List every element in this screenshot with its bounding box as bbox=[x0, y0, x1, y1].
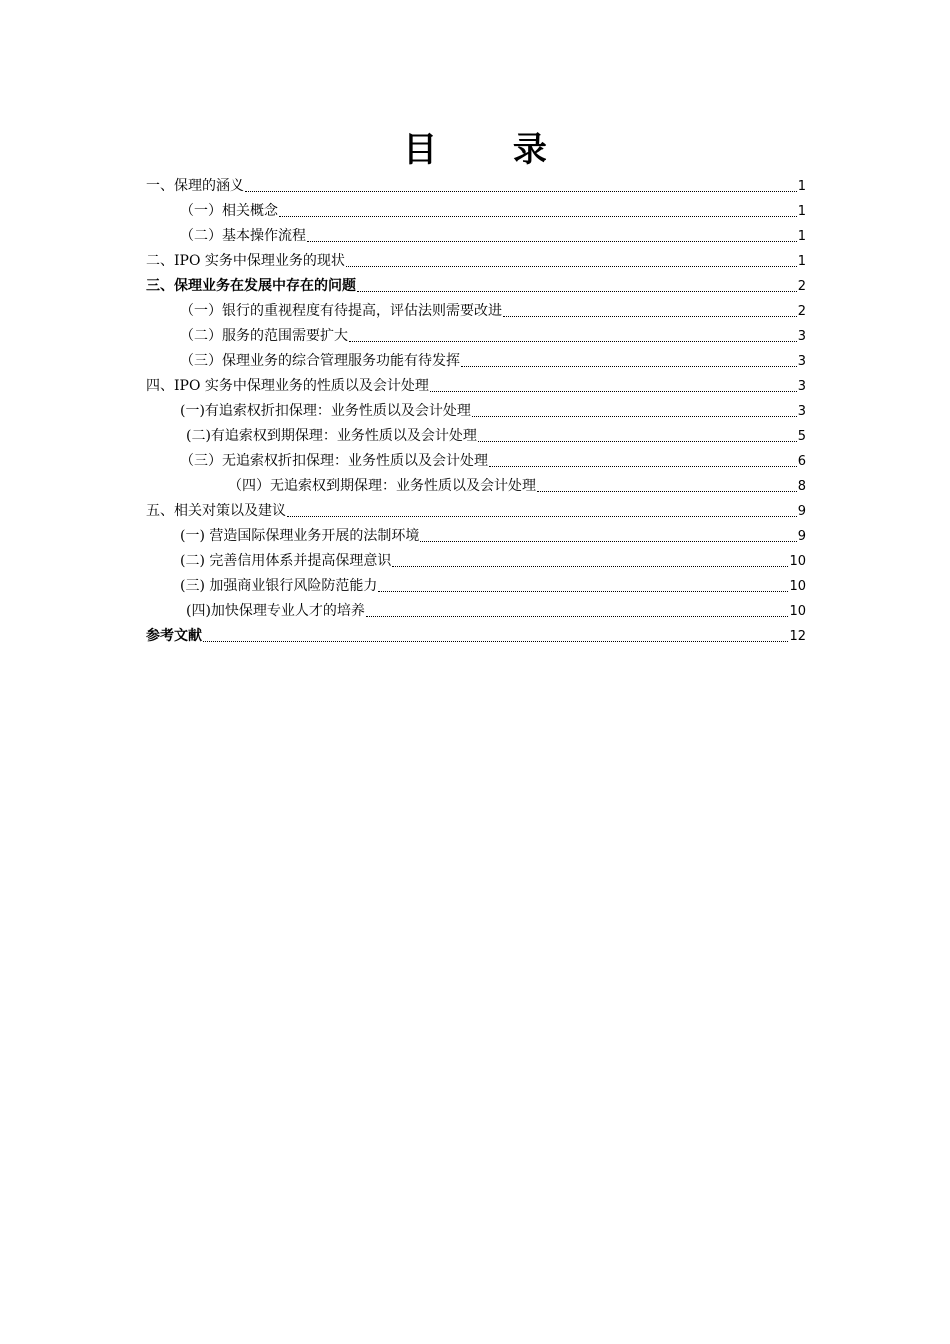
toc-entry-page-number: 3 bbox=[797, 329, 806, 344]
toc-entry[interactable] bbox=[146, 574, 806, 599]
toc-entry-page-number: 6 bbox=[797, 454, 806, 469]
toc-entry-label: （四）无追索权到期保理：业务性质以及会计处理 bbox=[228, 478, 536, 494]
toc-entry[interactable] bbox=[146, 474, 806, 499]
toc-entry-label: （二）服务的范围需要扩大 bbox=[180, 328, 348, 344]
toc-entry[interactable] bbox=[146, 199, 806, 224]
toc-entry-label: (一)有追索权折扣保理：业务性质以及会计处理 bbox=[180, 403, 471, 419]
toc-entry-page-number: 3 bbox=[797, 379, 806, 394]
dot-leader bbox=[489, 466, 797, 467]
toc-entry-label: （三）无追索权折扣保理：业务性质以及会计处理 bbox=[180, 453, 488, 469]
toc-entry-page-number: 10 bbox=[789, 579, 806, 594]
toc-entry-label: (一) 营造国际保理业务开展的法制环境 bbox=[180, 528, 420, 544]
toc-entry-page-number: 10 bbox=[789, 554, 806, 569]
toc-entry[interactable] bbox=[146, 299, 806, 324]
toc-entry-label: 参考文献 bbox=[146, 628, 202, 644]
dot-leader bbox=[537, 491, 797, 492]
dot-leader bbox=[245, 191, 797, 192]
dot-leader bbox=[503, 316, 797, 317]
toc-entry-label: 五、相关对策以及建议 bbox=[146, 503, 286, 519]
dot-leader bbox=[472, 416, 797, 417]
dot-leader bbox=[378, 591, 788, 592]
toc-entry-page-number: 8 bbox=[797, 479, 806, 494]
toc-entry-page-number: 2 bbox=[797, 279, 806, 294]
dot-leader bbox=[307, 241, 797, 242]
toc-entry-label: （二）基本操作流程 bbox=[180, 228, 306, 244]
toc-entry-page-number: 12 bbox=[789, 629, 806, 644]
toc-entry[interactable] bbox=[146, 549, 806, 574]
toc-entry-label: (二) 完善信用体系并提高保理意识 bbox=[180, 553, 392, 569]
toc-entry-label: （三）保理业务的综合管理服务功能有待发挥 bbox=[180, 353, 460, 369]
dot-leader bbox=[430, 391, 797, 392]
toc-entry-page-number: 3 bbox=[797, 404, 806, 419]
toc-entry[interactable] bbox=[146, 624, 806, 649]
toc-entry[interactable] bbox=[146, 599, 806, 624]
toc-entry-label: 三、保理业务在发展中存在的问题 bbox=[146, 278, 356, 294]
toc-entry[interactable] bbox=[146, 224, 806, 249]
dot-leader bbox=[366, 616, 789, 617]
toc-entry-page-number: 1 bbox=[797, 179, 806, 194]
toc-entry[interactable] bbox=[146, 374, 806, 399]
dot-leader bbox=[279, 216, 797, 217]
table-of-contents bbox=[146, 174, 806, 649]
toc-entry[interactable] bbox=[146, 249, 806, 274]
toc-entry[interactable] bbox=[146, 349, 806, 374]
dot-leader bbox=[346, 266, 797, 267]
toc-entry[interactable] bbox=[146, 399, 806, 424]
toc-entry-page-number: 1 bbox=[797, 254, 806, 269]
toc-entry[interactable] bbox=[146, 524, 806, 549]
toc-entry-label: （一）银行的重视程度有待提高，评估法则需要改进 bbox=[180, 303, 502, 319]
toc-entry[interactable] bbox=[146, 274, 806, 299]
toc-entry[interactable] bbox=[146, 324, 806, 349]
toc-entry[interactable] bbox=[146, 174, 806, 199]
dot-leader bbox=[203, 641, 788, 642]
toc-entry-label: (四)加快保理专业人才的培养 bbox=[186, 603, 365, 619]
toc-entry-page-number: 2 bbox=[797, 304, 806, 319]
toc-entry-page-number: 3 bbox=[797, 354, 806, 369]
dot-leader bbox=[478, 441, 797, 442]
dot-leader bbox=[349, 341, 797, 342]
toc-entry-page-number: 1 bbox=[797, 229, 806, 244]
toc-entry-label: （一）相关概念 bbox=[180, 203, 278, 219]
toc-entry-label: 二、IPO 实务中保理业务的现状 bbox=[146, 253, 345, 269]
toc-entry[interactable] bbox=[146, 499, 806, 524]
dot-leader bbox=[420, 541, 796, 542]
toc-entry[interactable] bbox=[146, 424, 806, 449]
toc-entry-label: 四、IPO 实务中保理业务的性质以及会计处理 bbox=[146, 378, 429, 394]
toc-entry-page-number: 10 bbox=[789, 604, 806, 619]
toc-entry-page-number: 9 bbox=[797, 504, 806, 519]
toc-entry[interactable] bbox=[146, 449, 806, 474]
dot-leader bbox=[357, 291, 797, 292]
toc-entry-label: 一、保理的涵义 bbox=[146, 178, 244, 194]
toc-entry-label: (二)有追索权到期保理：业务性质以及会计处理 bbox=[186, 428, 477, 444]
toc-entry-label: (三) 加强商业银行风险防范能力 bbox=[180, 578, 378, 594]
dot-leader bbox=[392, 566, 788, 567]
toc-entry-page-number: 9 bbox=[797, 529, 806, 544]
toc-entry-page-number: 1 bbox=[797, 204, 806, 219]
toc-entry-page-number: 5 bbox=[797, 429, 806, 444]
page-title: 目 录 bbox=[403, 130, 579, 170]
dot-leader bbox=[461, 366, 797, 367]
dot-leader bbox=[287, 516, 797, 517]
